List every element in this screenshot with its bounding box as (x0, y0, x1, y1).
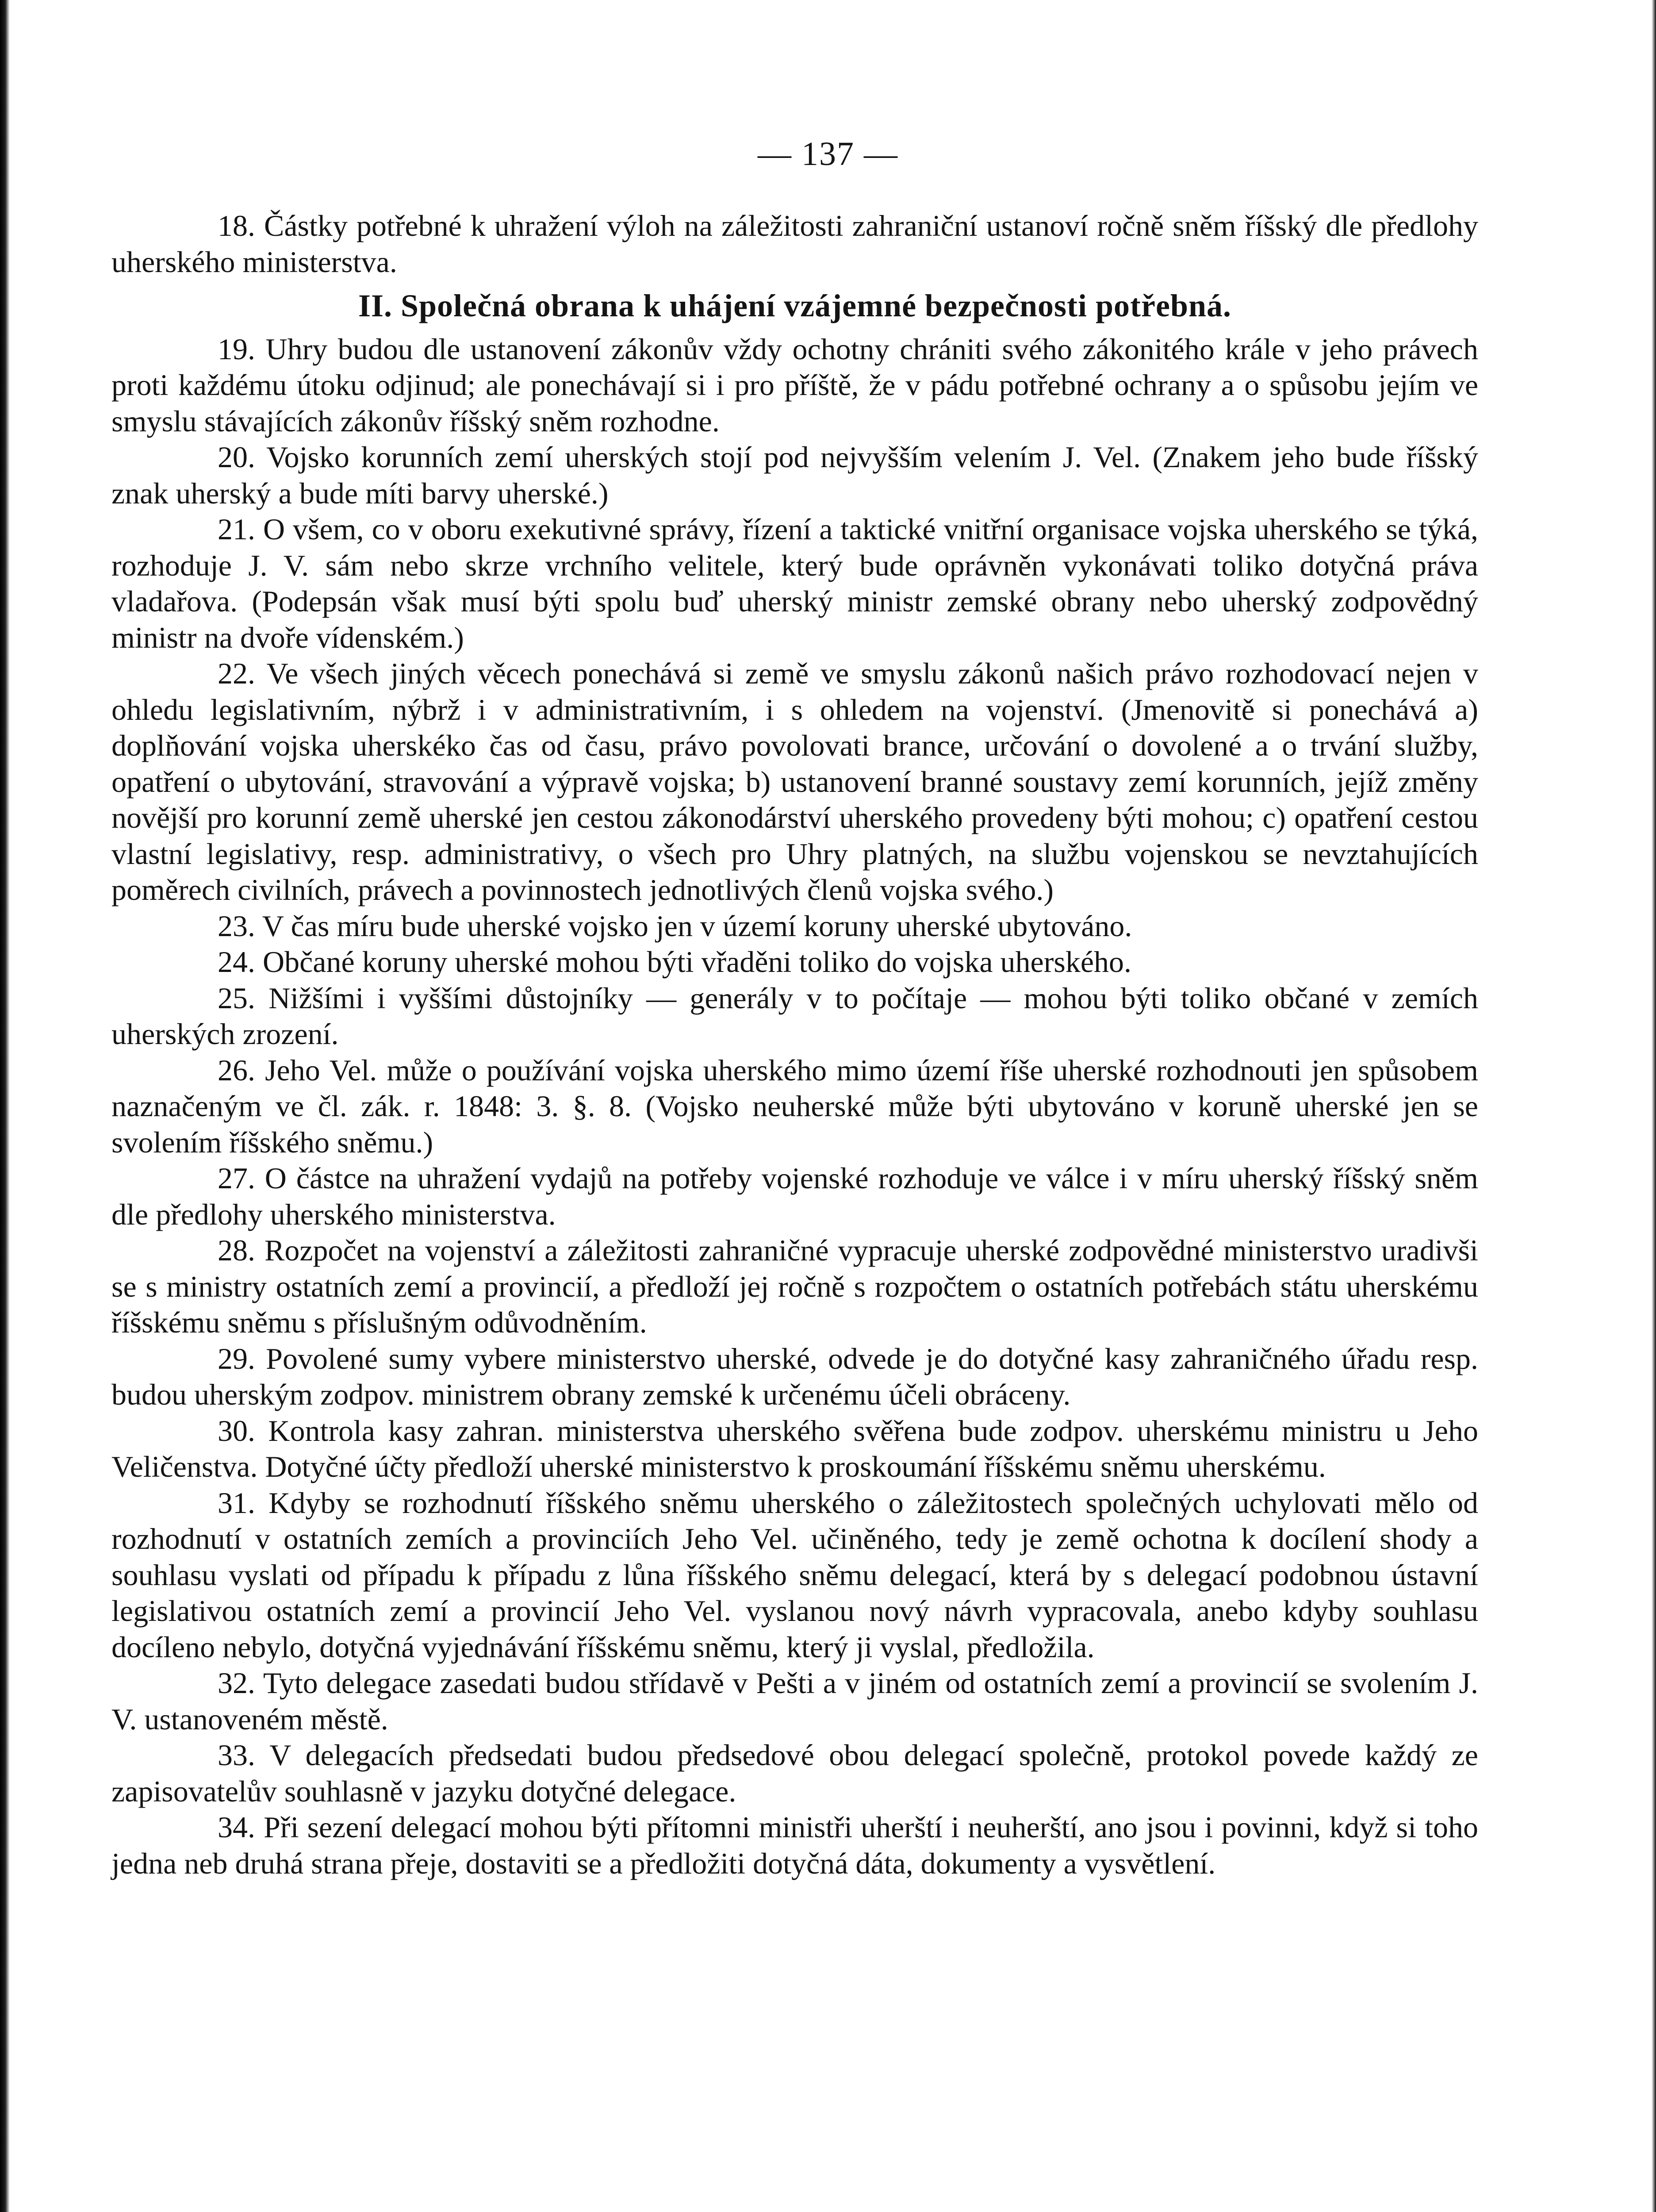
paragraph-31: 31. Kdyby se rozhodnutí říšského sněmu uherského o záležitostech společných uchylovati mělo od rozhodnutí v ostatních zemích a provinciích Jeho Vel. učiněného, tedy je země ochotna k docílení shody a souhlasu vyslati od případu k případu z lůna říšského sněmu delegací, která by s delegací podobnou ústavní legislativou ostatních zemí a provincií Jeho Vel. vyslanou nový návrh vypracovala, anebo kdyby souhlasu docíleno nebylo, dotyčná vyjednávání říšskému sněmu, který ji vyslal, předložila. (111, 1486, 1478, 1664)
paragraph-34: 34. Při sezení delegací mohou býti přítomni ministři uherští i neuherští, ano jsou i povinni, když si toho jedna neb druhá strana přeje, dostaviti se a předložiti dotyčná dáta, dokumenty a vysvětlení. (111, 1810, 1478, 1880)
paragraph-22: 22. Ve všech jiných věcech ponechává si země ve smyslu zákonů našich právo rozhodovací nejen v ohledu legislativním, nýbrž i v administrativním, i s ohledem na vojenství. (Jmenovitě si ponechává a) doplňování vojska uherskéko čas od času, právo povolovati brance, určování o dovolené a o trvání služby, opatření o ubytování, stravování a výpravě vojska; b) ustanovení branné soustavy zemí korunních, jejíž změny novější pro korunní země uherské jen cestou zákonodárství uherského provedeny býti mohou; c) opatření cestou vlastní legislativy, resp. administrativy, o všech pro Uhry platných, na službu vojenskou se nevztahujících poměrech civilních, právech a povinnostech jednotlivých členů vojska svého.) (111, 657, 1478, 906)
paragraph-21: 21. O všem, co v oboru exekutivné správy, řízení a taktické vnitřní organisace vojska uherského se týká, rozhoduje J. V. sám nebo skrze vrchního velitele, který bude oprávněn vykonávati toliko dotyčná práva vladařova. (Podepsán však musí býti spolu buď uherský ministr zemské obrany nebo uherský zodpovědný ministr na dvoře vídenském.) (111, 512, 1478, 654)
paragraph-29: 29. Povolené sumy vybere ministerstvo uherské, odvede je do dotyčné kasy zahraničného úřadu resp. budou uherským zodpov. ministrem obrany zemské k určenému účeli obráceny. (111, 1341, 1478, 1411)
paragraph-18: 18. Částky potřebné k uhražení výloh na záležitosti zahraniční ustanoví ročně sněm říšský dle předlohy uherského ministerstva. (111, 209, 1478, 279)
paragraph-25: 25. Nižšími i vyššími důstojníky — generály v to počítaje — mohou býti toliko občané v zemích uherských zrození. (111, 981, 1478, 1051)
document-body (111, 208, 1478, 1882)
scan-edge-right (1652, 0, 1656, 2212)
scan-edge-left (0, 0, 10, 2212)
paragraph-30: 30. Kontrola kasy zahran. ministerstva uherského svěřena bude zodpov. uherskému ministru u Jeho Veličenstva. Dotyčné účty předloží uherské ministerstvo k proskoumání říšskému sněmu uherskému. (111, 1413, 1478, 1483)
paragraph-20: 20. Vojsko korunních zemí uherských stojí pod nejvyšším velením J. Vel. (Znakem jeho bude říšský znak uherský a bude míti barvy uherské.) (111, 440, 1478, 510)
paragraph-27: 27. O částce na uhražení vydajů na potřeby vojenské rozhoduje ve válce i v míru uherský říšský sněm dle předlohy uherského ministerstva. (111, 1161, 1478, 1231)
paragraph-24: 24. Občané koruny uherské mohou býti vřaděni toliko do vojska uherského. (218, 945, 1132, 979)
paragraph-32: 32. Tyto delegace zasedati budou střídavě v Pešti a v jiném od ostatních zemí a provincií se svolením J. V. ustanoveném městě. (111, 1666, 1478, 1736)
section-heading: II. Společná obrana k uhájení vzájemné bezpečnosti potřebná. (358, 288, 1232, 323)
page-number: — 137 — (758, 135, 898, 173)
paragraph-26: 26. Jeho Vel. může o používání vojska uherského mimo území říše uherské rozhodnouti jen spůsobem naznačeným ve čl. zák. r. 1848: 3. §. 8. (Vojsko neuherské může býti ubytováno v koruně uherské jen se svolením říšského sněmu.) (111, 1053, 1478, 1159)
paragraph-28: 28. Rozpočet na vojenství a záležitosti zahraničné vypracuje uherské zodpovědné ministerstvo uradivši se s ministry ostatních zemí a provincií, a předloží jej ročně s rozpočtem o ostatních potřebách státu uherskému říšskému sněmu s příslušným odůvodněním. (111, 1233, 1478, 1339)
paragraph-23: 23. V čas míru bude uherské vojsko jen v území koruny uherské ubytováno. (218, 909, 1132, 943)
paragraph-19: 19. Uhry budou dle ustanovení zákonův vždy ochotny chrániti svého zákonitého krále v jeho právech proti každému útoku odjinud; ale ponechávají si i pro příště, že v pádu potřebné ochrany a o spůsobu jejím ve smyslu stávajících zákonův říšský sněm rozhodne. (111, 332, 1478, 438)
paragraph-33: 33. V delegacích předsedati budou předsedové obou delegací společně, protokol povede každý ze zapisovatelův souhlasně v jazyku dotyčné delegace. (111, 1738, 1478, 1808)
